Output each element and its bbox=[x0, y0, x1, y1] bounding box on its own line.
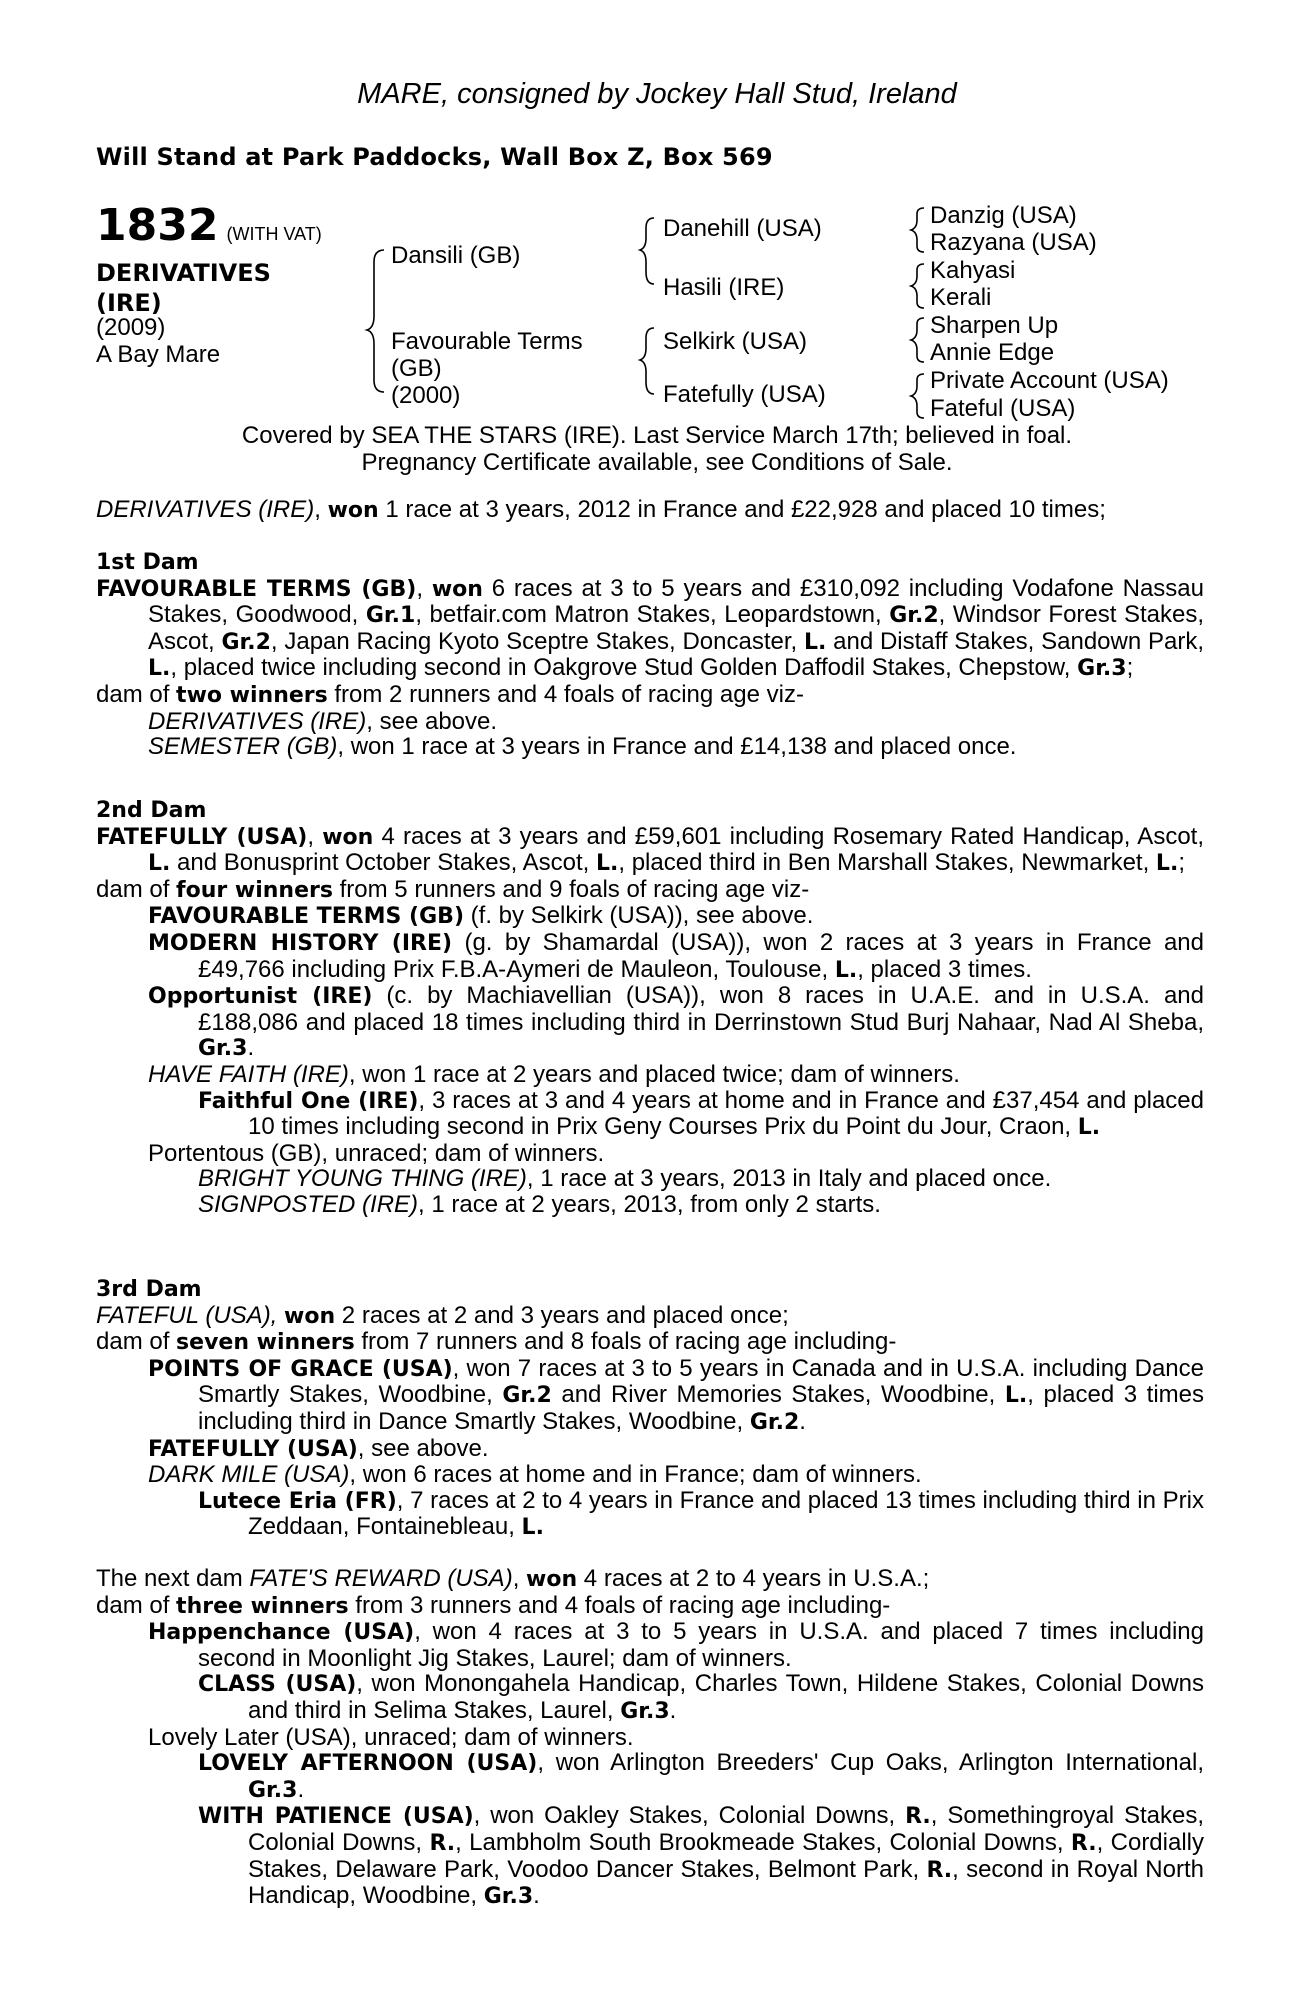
produce-summary: dam of four winners from 5 runners and 9 foals of racing age viz- bbox=[96, 875, 810, 903]
produce-item: POINTS OF GRACE (USA), won 7 races at 3 to 5 years in Canada and in U.S.A. including Dance Smartly Stakes, Woodbine, Gr.2 and River Memories Stakes, Woodbine, L., placed 3 times including third in Dance Smartly Stakes, Woodbine, Gr.2. bbox=[148, 1354, 1205, 1435]
vat-note: (WITH VAT) bbox=[226, 224, 322, 244]
horse-description: A Bay Mare bbox=[96, 341, 221, 368]
produce-item: CLASS (USA), won Monongahela Handicap, Charles Town, Hildene Stakes, Colonial Downs and third in Selima Stakes, Laurel, Gr.3. bbox=[198, 1670, 1204, 1724]
produce-item: LOVELY AFTERNOON (USA), won Arlington Breeders' Cup Oaks, Arlington International, Gr.3. bbox=[198, 1749, 1204, 1803]
dam: Favourable Terms (GB) (2000) bbox=[391, 328, 583, 409]
sire-sire: Danehill (USA) bbox=[663, 215, 822, 242]
gen3-4: Kerali bbox=[930, 284, 992, 311]
produce-item: Lutece Eria (FR), 7 races at 2 to 4 years in France and placed 13 times including third in Prix Zeddaan, Fontainebleau, L. bbox=[198, 1486, 1204, 1541]
produce-item: Happenchance (USA), won 4 races at 3 to 5 years in U.S.A. and placed 7 times including second in Moonlight Jig Stakes, Laurel; dam of winners. bbox=[148, 1618, 1205, 1672]
dam-record: FATEFULLY (USA), won 4 races at 3 years and £59,601 including Rosemary Rated Handicap, Ascot, L. and Bonusprint October Stakes, Ascot, L., placed third in Ben Marshall Stakes, Newmarket, L.; bbox=[96, 822, 1204, 877]
produce-item: DERIVATIVES (IRE), see above. bbox=[148, 707, 498, 735]
pedigree-braces bbox=[0, 0, 1314, 430]
third-dam-section bbox=[96, 1277, 1204, 1541]
section-heading: 3rd Dam bbox=[96, 1277, 202, 1302]
produce-item: SIGNPOSTED (IRE), 1 race at 2 years, 2013, from only 2 starts. bbox=[198, 1190, 881, 1218]
dam-dam: Fatefully (USA) bbox=[663, 381, 826, 408]
produce-item: FAVOURABLE TERMS (GB) (f. by Selkirk (USA)), see above. bbox=[148, 902, 814, 930]
produce-item: HAVE FAITH (IRE), won 1 race at 2 years and placed twice; dam of winners. bbox=[148, 1060, 960, 1088]
produce-item: FATEFULLY (USA), see above. bbox=[148, 1434, 489, 1462]
first-dam-section bbox=[96, 550, 1204, 760]
produce-item: Opportunist (IRE) (c. by Machiavellian (USA)), won 8 races in U.A.E. and in U.S.A. and £188,086 and placed 18 times including third in Derrinstown Stud Burj Nahaar, Nad Al Sheba, Gr.3. bbox=[148, 982, 1205, 1062]
produce-summary: dam of three winners from 3 runners and 4 foals of racing age including- bbox=[96, 1591, 891, 1619]
section-heading: 1st Dam bbox=[96, 550, 199, 575]
gen3-8: Fateful (USA) bbox=[930, 395, 1076, 422]
stand-location: Will Stand at Park Paddocks, Wall Box Z, Box 569 bbox=[96, 143, 773, 171]
covered-note: Covered by SEA THE STARS (IRE). Last Service March 17th; believed in foal. Pregnancy Certificate available, see Conditions of Sale. bbox=[241, 422, 1073, 476]
dam-record: FAVOURABLE TERMS (GB), won 6 races at 3 to 5 years and £310,092 including Vodafone Nassau Stakes, Goodwood, Gr.1, betfair.com Matron Stakes, Leopardstown, Gr.2, Windsor Forest Stakes, Ascot, Gr.2, Japan Racing Kyoto Sceptre Stakes, Doncaster, L. and Distaff Stakes, Sandown Park, L., placed twice including second in Oakgrove Stud Golden Daffodil Stakes, Chepstow, Gr.3; bbox=[96, 574, 1204, 682]
produce-item: MODERN HISTORY (IRE) (g. by Shamardal (USA)), won 2 races at 3 years in France and £49,766 including Prix F.B.A-Aymeri de Mauleon, Toulouse, L., placed 3 times. bbox=[148, 928, 1205, 983]
produce-item: SEMESTER (GB), won 1 race at 3 years in France and £14,138 and placed once. bbox=[148, 733, 1017, 761]
gen3-6: Annie Edge bbox=[930, 339, 1055, 366]
produce-item: DARK MILE (USA), won 6 races at home and in France; dam of winners. bbox=[148, 1461, 922, 1489]
lot-number: 1832 bbox=[96, 200, 219, 251]
dam-record: FATEFUL (USA), won 2 races at 2 and 3 years and placed once; bbox=[96, 1301, 789, 1329]
produce-item: Faithful One (IRE), 3 races at 3 and 4 years at home and in France and £37,454 and placed 10 times including second in Prix Geny Courses Prix du Point du Jour, Craon, L. bbox=[198, 1086, 1204, 1141]
sire: Dansili (GB) bbox=[391, 242, 521, 269]
gen3-7: Private Account (USA) bbox=[930, 367, 1169, 394]
second-dam-section bbox=[96, 798, 1204, 1218]
lot-summary: DERIVATIVES (IRE), won 1 race at 3 years, 2012 in France and £22,928 and placed 10 times; bbox=[96, 496, 1106, 523]
produce-item: Lovely Later (USA), unraced; dam of winners. bbox=[148, 1723, 634, 1751]
produce-item: BRIGHT YOUNG THING (IRE), 1 race at 3 years, 2013 in Italy and placed once. bbox=[198, 1165, 1052, 1193]
dam-sire: Selkirk (USA) bbox=[663, 328, 808, 355]
dam-record: The next dam FATE'S REWARD (USA), won 4 races at 2 to 4 years in U.S.A.; bbox=[96, 1565, 930, 1592]
page-title: MARE, consigned by Jockey Hall Stud, Ireland bbox=[357, 78, 957, 110]
produce-item: WITH PATIENCE (USA), won Oakley Stakes, Colonial Downs, R., Somethingroyal Stakes, Colonial Downs, R., Lambholm South Brookmeade Stakes, Colonial Downs, R., Cordially Stakes, Delaware Park, Voodoo Dancer Stakes, Belmont Park, R., second in Royal North Handicap, Woodbine, Gr.3. bbox=[198, 1802, 1205, 1910]
fourth-dam-section bbox=[96, 1566, 1204, 1910]
gen3-5: Sharpen Up bbox=[930, 312, 1059, 339]
produce-summary: dam of seven winners from 7 runners and 8 foals of racing age including- bbox=[96, 1328, 897, 1356]
gen3-2: Razyana (USA) bbox=[930, 229, 1097, 256]
sire-dam: Hasili (IRE) bbox=[663, 274, 785, 301]
produce-summary: dam of two winners from 2 runners and 4 foals of racing age viz- bbox=[96, 680, 804, 708]
foaling-year: (2009) bbox=[96, 314, 166, 341]
section-heading: 2nd Dam bbox=[96, 798, 207, 823]
gen3-3: Kahyasi bbox=[930, 257, 1016, 284]
horse-name: DERIVATIVES (IRE) bbox=[96, 259, 271, 317]
gen3-1: Danzig (USA) bbox=[930, 202, 1077, 229]
produce-item: Portentous (GB), unraced; dam of winners. bbox=[148, 1139, 605, 1167]
